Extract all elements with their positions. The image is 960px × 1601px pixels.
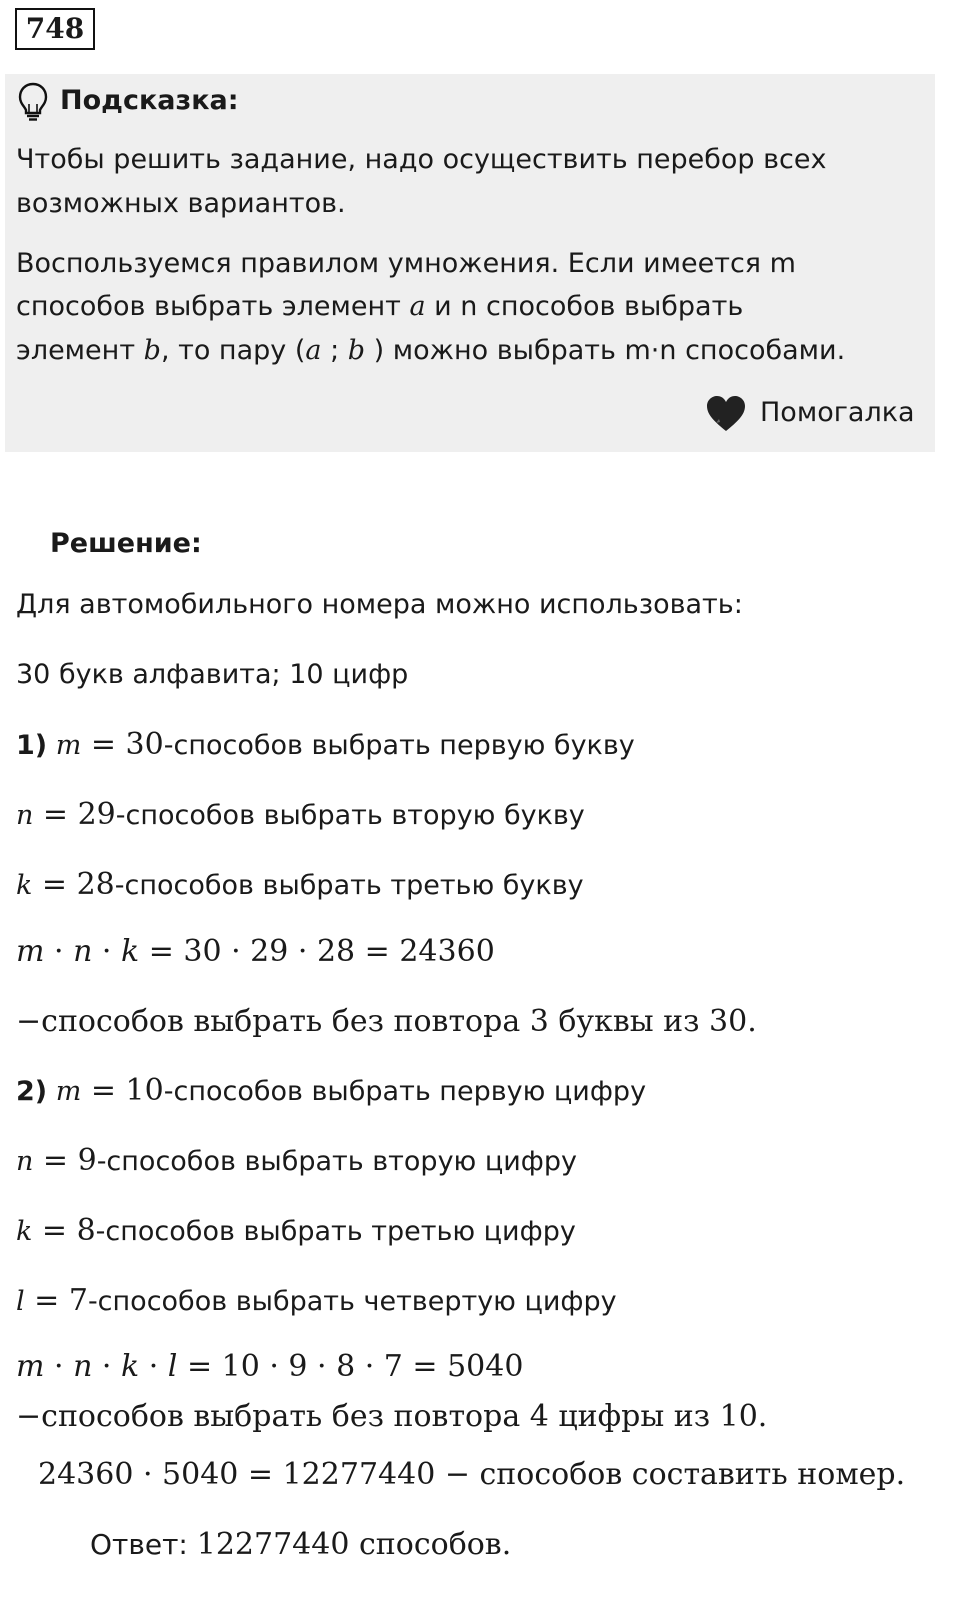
variable-a: a	[409, 291, 426, 322]
hint-title: Подсказка:	[60, 85, 239, 116]
solution-counts: 30 букв алфавита; 10 цифр	[16, 659, 409, 690]
step-2-line-2: n = 9-способов выбрать вторую цифру	[16, 1143, 577, 1178]
hint-paragraph-2-line-1: Воспользуемся правилом умножения. Если имеется m	[16, 248, 796, 279]
step-2-line-4: l = 7-способов выбрать четвертую цифру	[16, 1283, 617, 1318]
heart-icon[interactable]	[705, 395, 747, 433]
hint-paragraph-1-line-2: возможных вариантов.	[16, 188, 346, 219]
lightbulb-icon	[18, 82, 48, 122]
step-2-product: m · n · k · l = 10 · 9 · 8 · 7 = 5040	[16, 1349, 524, 1384]
step-1-line-3: k = 28-способов выбрать третью букву	[16, 867, 584, 902]
solution-intro: Для автомобильного номера можно использовать:	[16, 589, 743, 620]
step-1-result: −способов выбрать без повтора 3 буквы из 30.	[16, 1004, 757, 1039]
step-1-line-2: n = 29-способов выбрать вторую букву	[16, 797, 585, 832]
solution-title: Решение:	[50, 528, 202, 559]
step-1-product: m · n · k = 30 · 29 · 28 = 24360	[16, 934, 495, 969]
hint-paragraph-2-line-3: элемент b, то пару (a ; b ) можно выбрать m·n способами.	[16, 335, 846, 366]
step-2-line-3: k = 8-способов выбрать третью цифру	[16, 1213, 576, 1248]
hint-paragraph-2-line-2: способов выбрать элемент a и n способов выбрать	[16, 291, 744, 322]
step-1-line-1: 1) m = 30-способов выбрать первую букву	[16, 727, 635, 762]
step-2-line-1: 2) m = 10-способов выбрать первую цифру	[16, 1073, 647, 1108]
hint-paragraph-1-line-1: Чтобы решить задание, надо осуществить перебор всех	[16, 144, 827, 175]
total-calculation: 24360 · 5040 = 12277440 − способов составить номер.	[38, 1457, 906, 1492]
variable-b: b	[143, 335, 161, 366]
task-number: 748	[15, 8, 95, 50]
answer: Ответ: 12277440 способов.	[90, 1527, 512, 1562]
helper-link[interactable]: Помогалка	[760, 397, 915, 428]
step-2-result: −способов выбрать без повтора 4 цифры из 10.	[16, 1399, 768, 1434]
